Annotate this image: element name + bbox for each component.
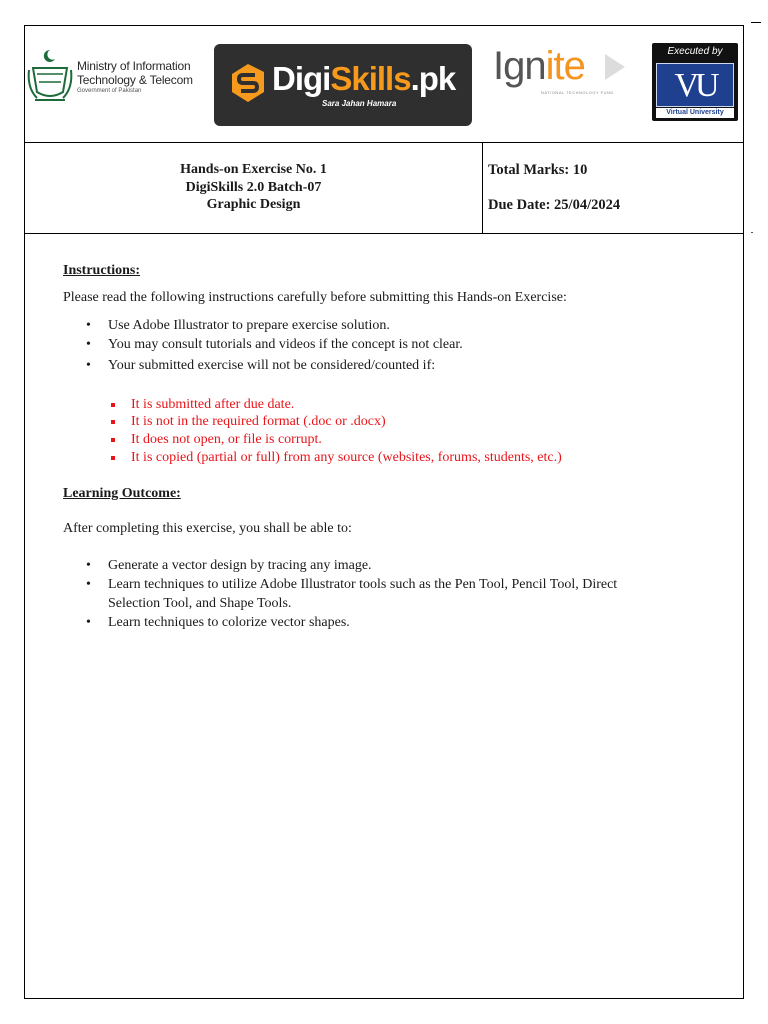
ignite-wordmark: [493, 44, 585, 89]
rejection-condition: It is not in the required format (.doc or .docx): [131, 414, 386, 429]
learning-outcome-heading: Learning Outcome:: [63, 486, 181, 501]
instruction-item: • You may consult tutorials and videos if the concept is not clear.: [108, 337, 463, 353]
rejection-condition: It does not open, or file is corrupt.: [131, 432, 322, 447]
digiskills-word-b: Skills: [330, 60, 411, 97]
exercise-title: Hands-on Exercise No. 1: [180, 162, 327, 177]
learning-outcome-intro: After completing this exercise, you shall be able to:: [63, 521, 352, 536]
due-date: Due Date: 25/04/2024: [488, 197, 621, 213]
vu-logo: [652, 43, 738, 121]
digiskills-tagline: Sara Jahan Hamara: [322, 99, 397, 108]
vu-mark: [656, 63, 734, 107]
exercise-info-left: [25, 142, 483, 233]
exercise-info-row: [25, 142, 743, 234]
learning-outcome-item: • Learn techniques to colorize vector shapes.: [108, 615, 350, 631]
ministry-name-line2: Technology & Telecom: [77, 73, 193, 87]
rejection-condition: It is copied (partial or full) from any source (websites, forums, students, etc.): [131, 450, 562, 465]
ignite-subtitle: NATIONAL TECHNOLOGY FUND: [541, 90, 614, 95]
digiskills-logo: [214, 44, 472, 126]
ignite-word-b: ite: [545, 44, 585, 88]
digiskills-word-a: Digi: [272, 60, 331, 97]
page-edge-mark: [751, 22, 761, 23]
ignite-arrow-icon: [603, 52, 627, 82]
pakistan-emblem-icon: [27, 46, 73, 106]
document-frame: [24, 25, 744, 999]
learning-outcome-item: • Learn techniques to utilize Adobe Illustrator tools such as the Pen Tool, Pencil Tool, Direct: [108, 577, 617, 593]
instructions-intro: Please read the following instructions carefully before submitting this Hands-on Exercise:: [63, 290, 567, 305]
ignite-logo: [493, 44, 633, 104]
ignite-word-a: Ign: [493, 44, 546, 88]
ministry-logo: [27, 46, 212, 110]
vu-executed-by: Executed by: [667, 46, 723, 57]
instruction-item: • Your submitted exercise will not be considered/counted if:: [108, 358, 435, 374]
page-edge-dot: [751, 232, 753, 233]
digiskills-wordmark: [272, 60, 455, 98]
ministry-name-line1: Ministry of Information: [77, 59, 191, 73]
ministry-name-line3: Government of Pakistan: [77, 88, 142, 94]
batch-name: DigiSkills 2.0 Batch-07: [185, 180, 322, 195]
vu-letters: VU: [674, 67, 716, 104]
learning-outcome-item-continued: Selection Tool, and Shape Tools.: [108, 596, 292, 611]
learning-outcome-item: • Generate a vector design by tracing any image.: [108, 558, 372, 574]
logo-strip: [25, 26, 743, 143]
instructions-heading: Instructions:: [63, 263, 141, 278]
digiskills-word-c: .pk: [410, 60, 456, 97]
instruction-item: • Use Adobe Illustrator to prepare exercise solution.: [108, 318, 390, 334]
total-marks: Total Marks: 10: [488, 162, 588, 178]
rejection-condition: It is submitted after due date.: [131, 397, 295, 412]
digiskills-s-icon: [228, 62, 268, 104]
vu-name: Virtual University: [656, 108, 734, 118]
course-name: Graphic Design: [206, 197, 301, 212]
